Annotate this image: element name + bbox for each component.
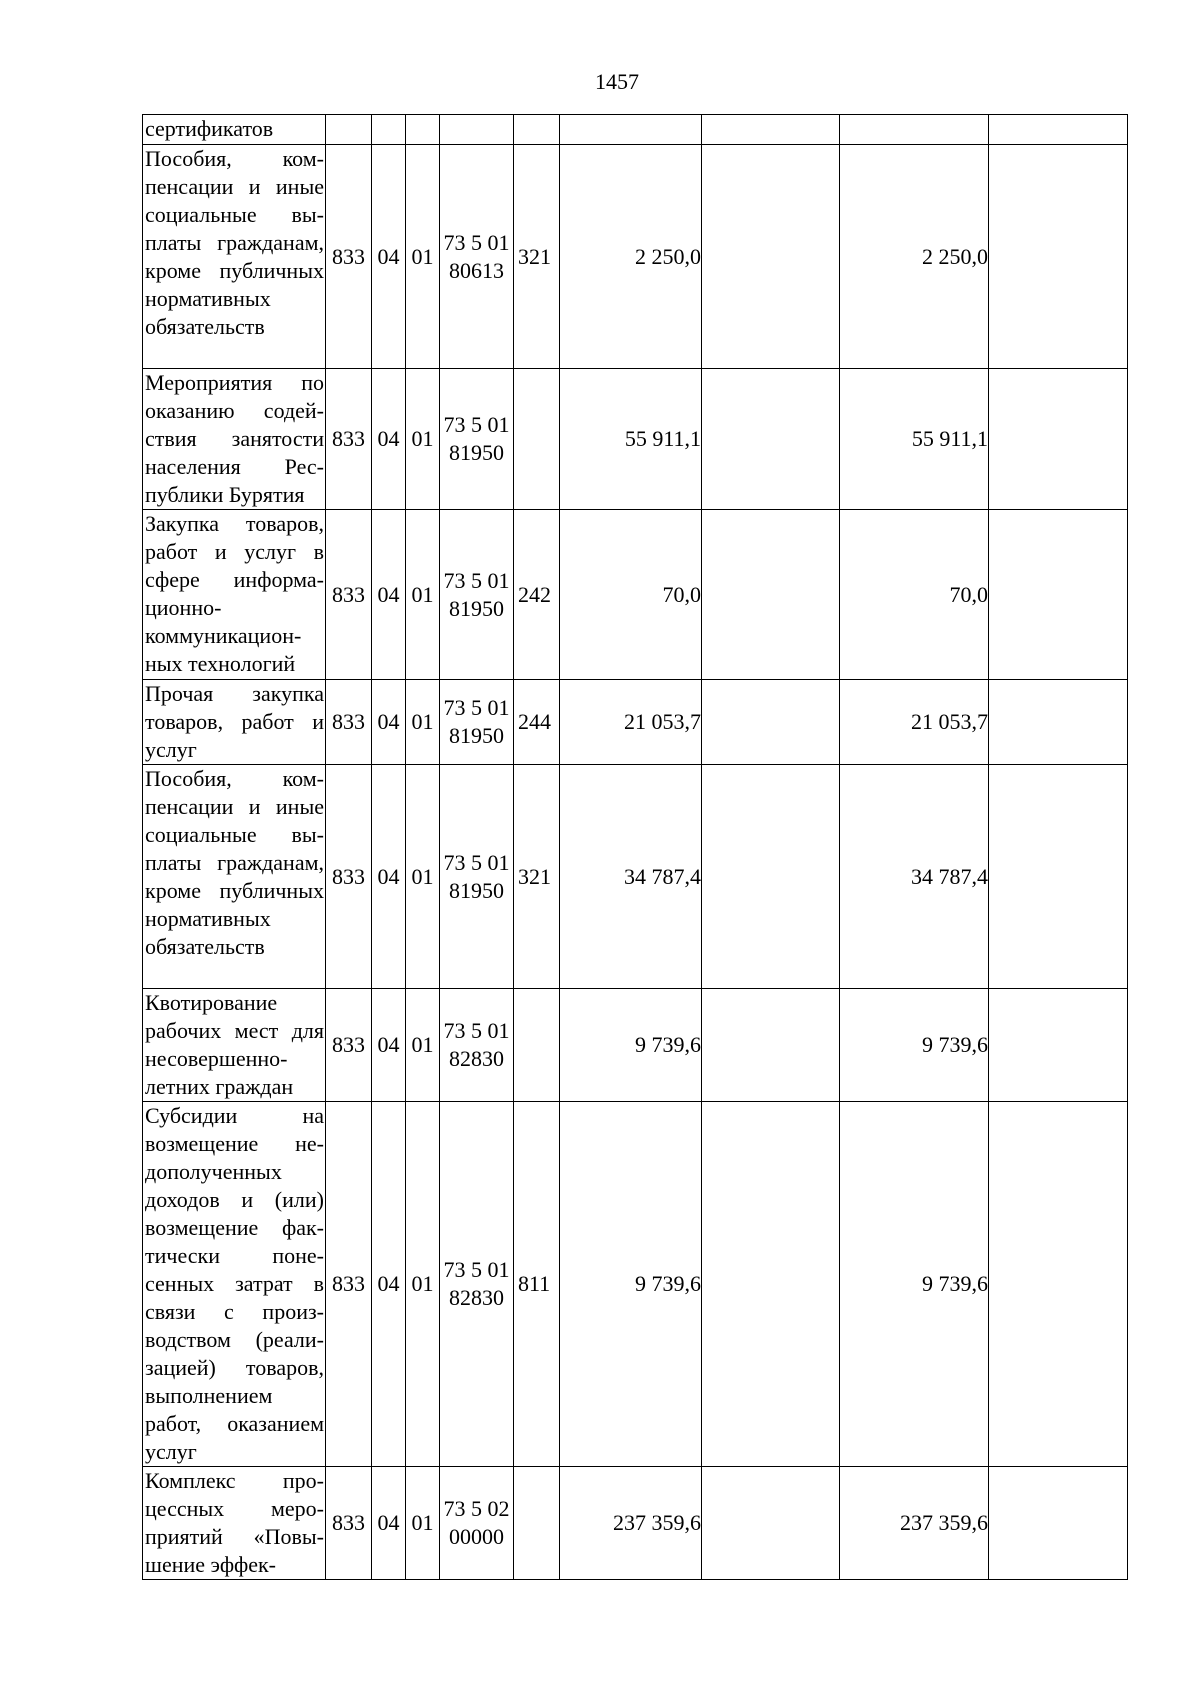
cell-subsection: 01 bbox=[406, 989, 440, 1102]
cell-empty bbox=[702, 510, 840, 680]
cell-name: Пособия, компенсации и иные социальные выплаты гражданам, кроме публичных нормативных обязательств bbox=[143, 765, 326, 989]
cell-expense-type bbox=[514, 1467, 560, 1580]
cell-target-article: 73 5 01 82830 bbox=[440, 1102, 514, 1467]
cell-target-article: 73 5 02 00000 bbox=[440, 1467, 514, 1580]
cell-section: 04 bbox=[372, 145, 406, 369]
cell-amount-2: 21 053,7 bbox=[840, 680, 989, 765]
table-row bbox=[143, 510, 1128, 680]
cell-subsection: 01 bbox=[406, 369, 440, 510]
cell-expense-type bbox=[514, 369, 560, 510]
cell-amount: 34 787,4 bbox=[560, 765, 702, 989]
cell-expense-type: 811 bbox=[514, 1102, 560, 1467]
cell-empty bbox=[989, 1102, 1128, 1467]
cell-name: Закупка товаров, работ и услуг в сфере информационно-коммуникационных технологий bbox=[143, 510, 326, 680]
cell-empty bbox=[989, 115, 1128, 145]
cell-empty bbox=[702, 145, 840, 369]
cell-subsection: 01 bbox=[406, 145, 440, 369]
cell-amount-2: 9 739,6 bbox=[840, 1102, 989, 1467]
cell-amount: 55 911,1 bbox=[560, 369, 702, 510]
table-row bbox=[143, 680, 1128, 765]
cell-name: Субсидии на возмещение недополученных доходов и (или) возмещение фактически понесенных затрат в связи с производством (реализацией) товаров, выполнением работ, оказанием услуг bbox=[143, 1102, 326, 1467]
cell-section: 04 bbox=[372, 369, 406, 510]
cell-target-article bbox=[440, 115, 514, 145]
cell-amount-2: 70,0 bbox=[840, 510, 989, 680]
cell-amount: 9 739,6 bbox=[560, 989, 702, 1102]
cell-empty bbox=[702, 765, 840, 989]
cell-expense-type bbox=[514, 989, 560, 1102]
cell-target-article: 73 5 01 81950 bbox=[440, 680, 514, 765]
cell-empty bbox=[989, 989, 1128, 1102]
cell-amount: 70,0 bbox=[560, 510, 702, 680]
cell-ministry-code: 833 bbox=[326, 765, 372, 989]
cell-empty bbox=[989, 680, 1128, 765]
cell-empty bbox=[989, 1467, 1128, 1580]
cell-empty bbox=[702, 989, 840, 1102]
cell-section: 04 bbox=[372, 1102, 406, 1467]
cell-amount: 21 053,7 bbox=[560, 680, 702, 765]
page-number: 1457 bbox=[595, 69, 639, 94]
cell-ministry-code bbox=[326, 115, 372, 145]
cell-empty bbox=[702, 369, 840, 510]
cell-target-article: 73 5 01 81950 bbox=[440, 369, 514, 510]
cell-section: 04 bbox=[372, 1467, 406, 1580]
table-row bbox=[143, 765, 1128, 989]
cell-empty bbox=[989, 369, 1128, 510]
cell-amount-2: 9 739,6 bbox=[840, 989, 989, 1102]
cell-empty bbox=[702, 1102, 840, 1467]
cell-subsection: 01 bbox=[406, 1102, 440, 1467]
cell-empty bbox=[702, 115, 840, 145]
table-row bbox=[143, 115, 1128, 145]
table-row bbox=[143, 1102, 1128, 1467]
cell-empty bbox=[702, 1467, 840, 1580]
cell-name: Прочая закупка товаров, работ и услуг bbox=[143, 680, 326, 765]
cell-section: 04 bbox=[372, 510, 406, 680]
budget-table bbox=[142, 114, 1128, 1580]
cell-empty bbox=[989, 765, 1128, 989]
cell-name: Комплекс процессных мероприятий «Повышение эффек- bbox=[143, 1467, 326, 1580]
cell-target-article: 73 5 01 82830 bbox=[440, 989, 514, 1102]
cell-amount-2: 237 359,6 bbox=[840, 1467, 989, 1580]
cell-section: 04 bbox=[372, 989, 406, 1102]
cell-subsection: 01 bbox=[406, 510, 440, 680]
cell-subsection: 01 bbox=[406, 680, 440, 765]
table-row bbox=[143, 145, 1128, 369]
cell-target-article: 73 5 01 81950 bbox=[440, 765, 514, 989]
cell-ministry-code: 833 bbox=[326, 680, 372, 765]
cell-amount-2: 2 250,0 bbox=[840, 145, 989, 369]
cell-amount: 2 250,0 bbox=[560, 145, 702, 369]
table-body bbox=[143, 115, 1128, 1580]
cell-amount-2: 55 911,1 bbox=[840, 369, 989, 510]
cell-amount-2 bbox=[840, 115, 989, 145]
cell-expense-type: 321 bbox=[514, 765, 560, 989]
cell-ministry-code: 833 bbox=[326, 145, 372, 369]
cell-name: Пособия, компенсации и иные социальные выплаты гражданам, кроме публичных нормативных обязательств bbox=[143, 145, 326, 369]
cell-empty bbox=[989, 145, 1128, 369]
cell-ministry-code: 833 bbox=[326, 369, 372, 510]
cell-expense-type bbox=[514, 115, 560, 145]
cell-empty bbox=[989, 510, 1128, 680]
cell-name: Мероприятия по оказанию содействия занятости населения Республики Бурятия bbox=[143, 369, 326, 510]
cell-subsection: 01 bbox=[406, 765, 440, 989]
cell-amount-2: 34 787,4 bbox=[840, 765, 989, 989]
table-row bbox=[143, 369, 1128, 510]
cell-empty bbox=[702, 680, 840, 765]
cell-name: Квотирование рабочих мест для несовершеннолетних граждан bbox=[143, 989, 326, 1102]
cell-name: сертификатов bbox=[143, 115, 326, 145]
cell-expense-type: 242 bbox=[514, 510, 560, 680]
table-row bbox=[143, 989, 1128, 1102]
cell-section bbox=[372, 115, 406, 145]
cell-expense-type: 244 bbox=[514, 680, 560, 765]
cell-ministry-code: 833 bbox=[326, 989, 372, 1102]
cell-expense-type: 321 bbox=[514, 145, 560, 369]
cell-amount: 9 739,6 bbox=[560, 1102, 702, 1467]
cell-subsection bbox=[406, 115, 440, 145]
cell-target-article: 73 5 01 81950 bbox=[440, 510, 514, 680]
cell-section: 04 bbox=[372, 680, 406, 765]
cell-ministry-code: 833 bbox=[326, 510, 372, 680]
cell-target-article: 73 5 01 80613 bbox=[440, 145, 514, 369]
table-row bbox=[143, 1467, 1128, 1580]
cell-amount: 237 359,6 bbox=[560, 1467, 702, 1580]
cell-ministry-code: 833 bbox=[326, 1467, 372, 1580]
cell-section: 04 bbox=[372, 765, 406, 989]
cell-amount bbox=[560, 115, 702, 145]
cell-subsection: 01 bbox=[406, 1467, 440, 1580]
cell-ministry-code: 833 bbox=[326, 1102, 372, 1467]
